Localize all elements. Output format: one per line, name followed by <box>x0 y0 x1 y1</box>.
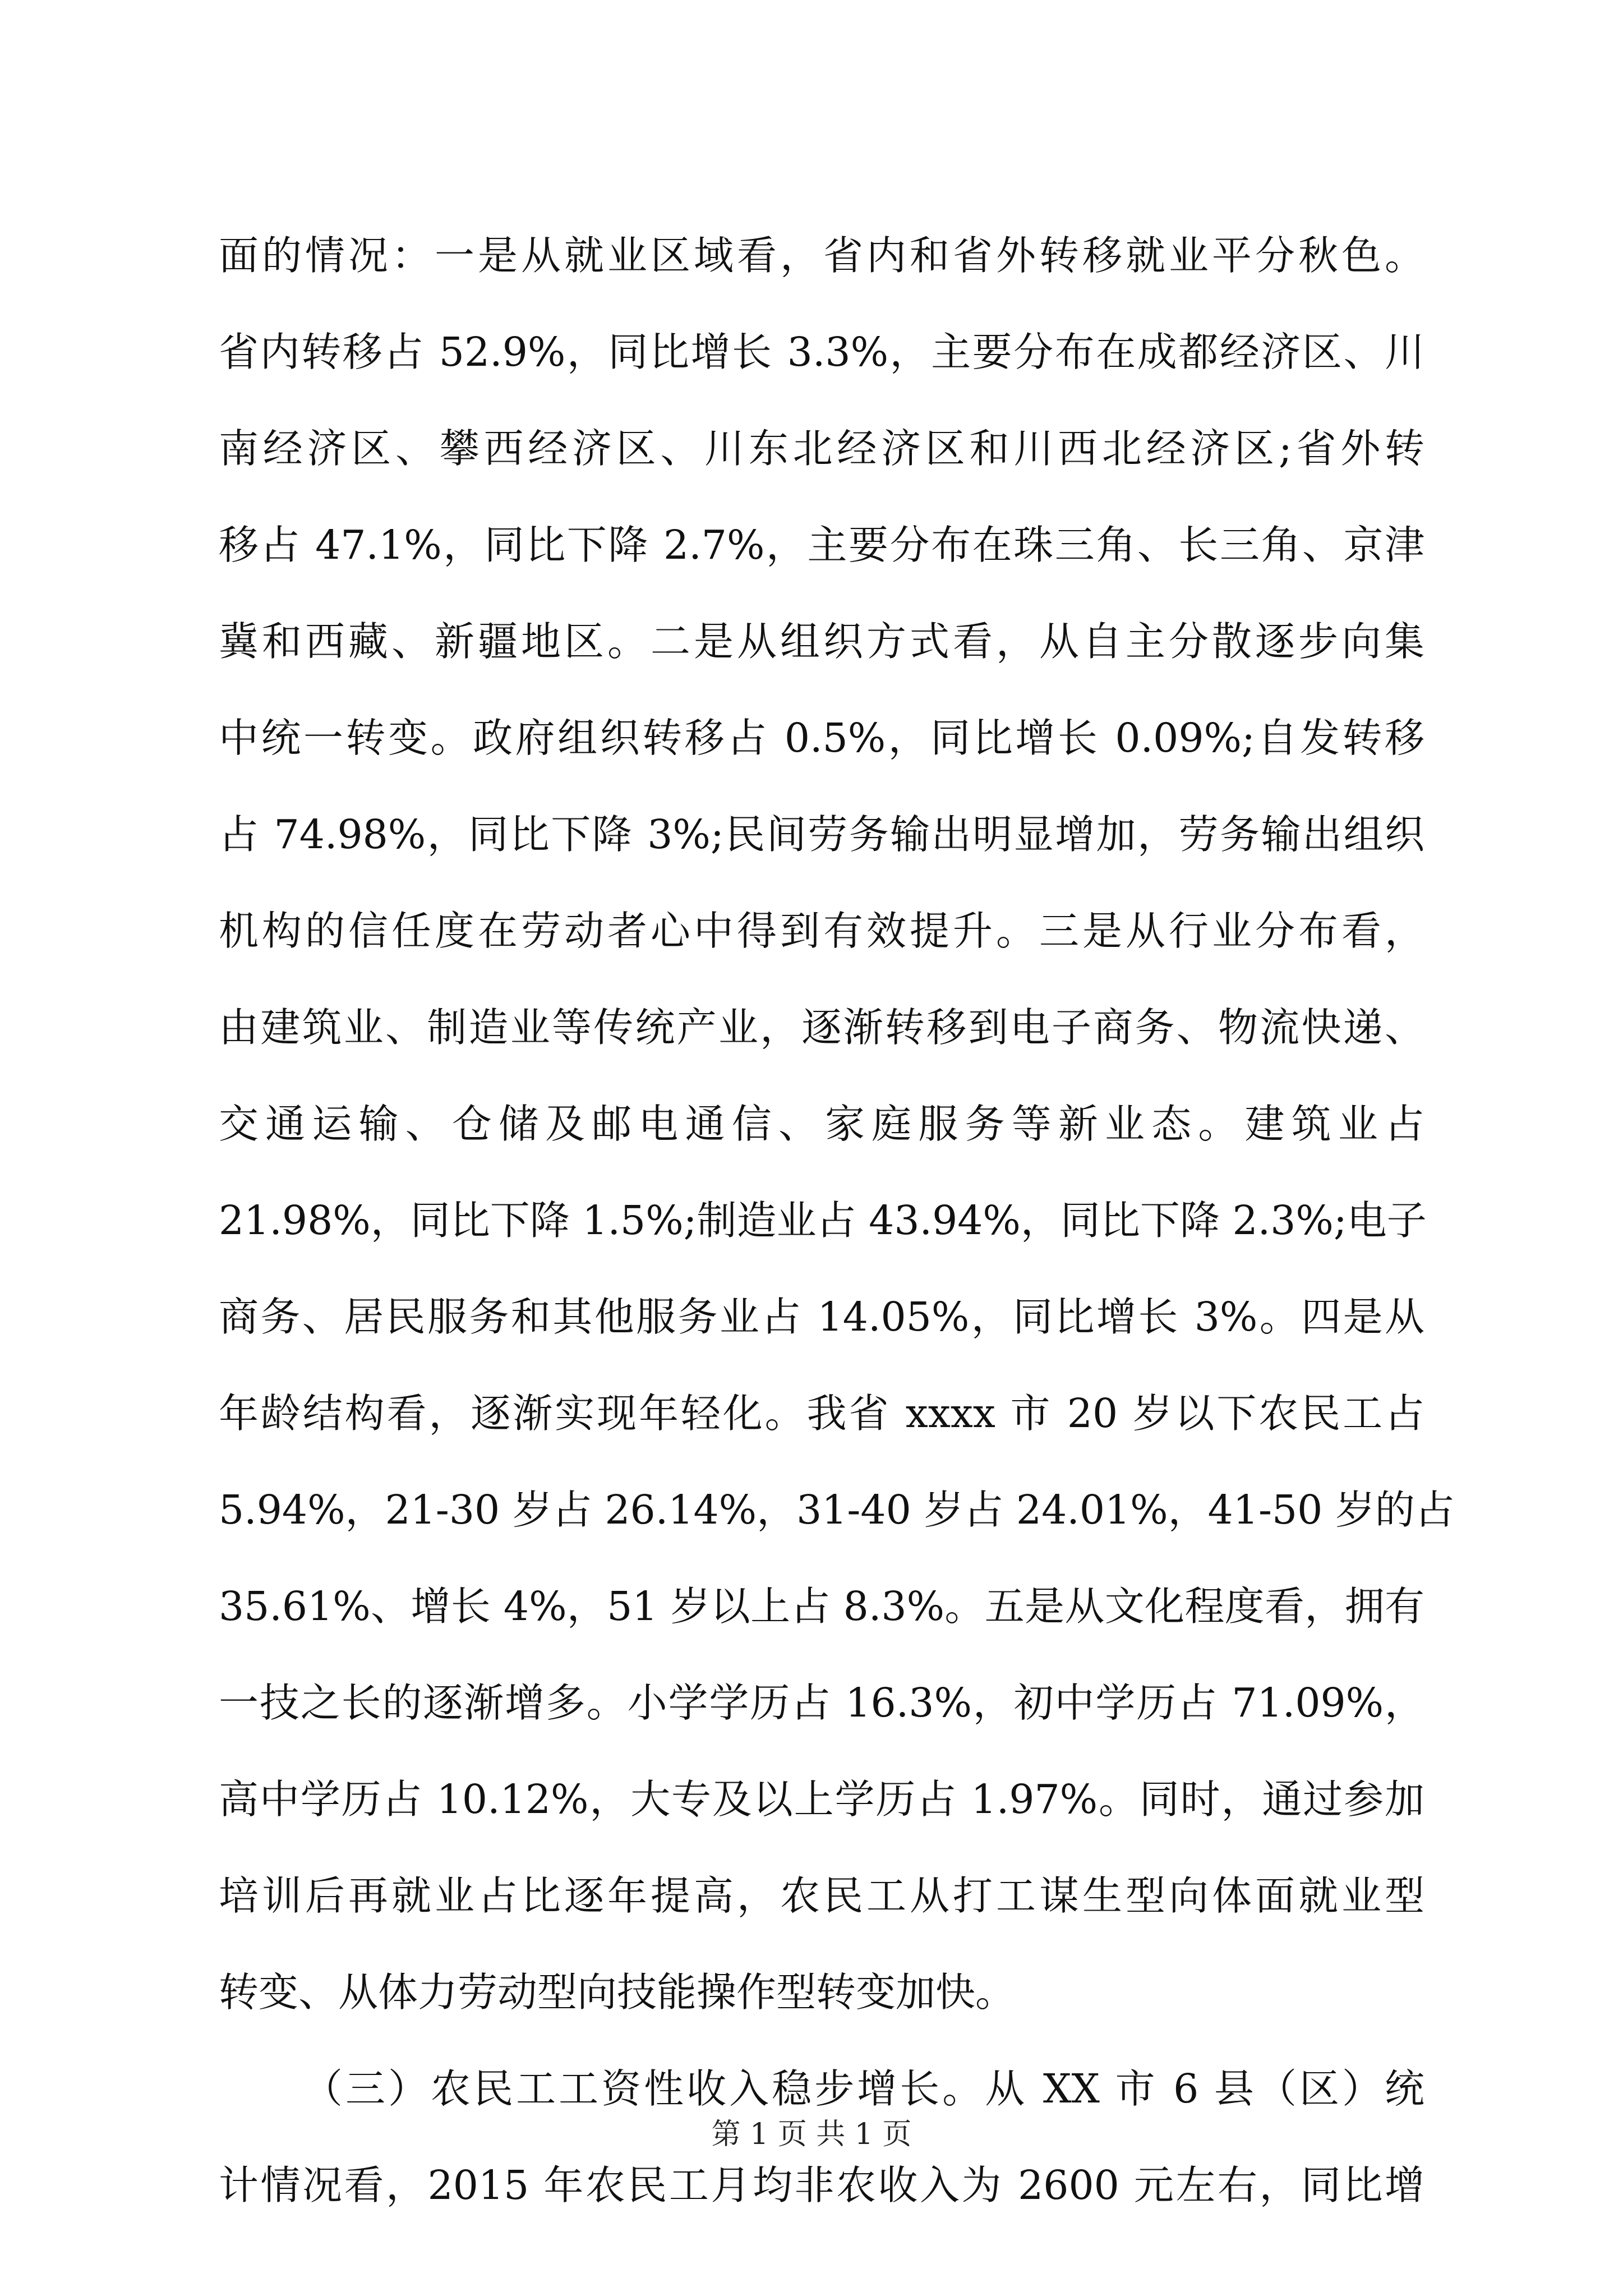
text-line: 高中学历占 10.12%，大专及以上学历占 1.97%。同时，通过参加 <box>219 1776 1424 1823</box>
paragraph-1 <box>219 208 1455 2041</box>
text-line: 南经济区、攀西经济区、川东北经济区和川西北经济区;省外转 <box>219 425 1424 472</box>
text-line: 转变、从体力劳动型向技能操作型转变加快。 <box>219 1969 1016 2016</box>
text-line: 占 74.98%，同比下降 3%;民间劳务输出明显增加，劳务输出组织 <box>219 811 1424 858</box>
text-line: 计情况看，2015 年农民工月均非农收入为 2600 元左右，同比增 <box>219 2162 1424 2208</box>
text-line: 5.94%，21-30 岁占 26.14%，31-40 岁占 24.01%，41-50 岁的占 <box>219 1487 1455 1533</box>
text-line: 面的情况：一是从就业区域看，省内和省外转移就业平分秋色。 <box>219 232 1424 279</box>
text-line: 21.98%，同比下降 1.5%;制造业占 43.94%，同比下降 2.3%;电子 <box>219 1197 1427 1244</box>
text-line: 交通运输、仓储及邮电通信、家庭服务等新业态。建筑业占 <box>219 1101 1424 1147</box>
text-line: （三）农民工工资性收入稳步增长。从 XX 市 6 县（区）统 <box>303 2065 1424 2112</box>
text-line: 由建筑业、制造业等传统产业，逐渐转移到电子商务、物流快递、 <box>219 1004 1424 1051</box>
text-line: 冀和西藏、新疆地区。二是从组织方式看，从自主分散逐步向集 <box>219 618 1424 665</box>
text-line: 机构的信任度在劳动者心中得到有效提升。三是从行业分布看， <box>219 908 1424 954</box>
text-line: 35.61%、增长 4%，51 岁以上占 8.3%。五是从文化程度看，拥有 <box>219 1583 1424 1630</box>
text-line: 一技之长的逐渐增多。小学学历占 16.3%，初中学历占 71.09%， <box>219 1680 1424 1726</box>
text-line: 省内转移占 52.9%，同比增长 3.3%，主要分布在成都经济区、川 <box>219 329 1424 375</box>
text-line: 培训后再就业占比逐年提高，农民工从打工谋生型向体面就业型 <box>219 1872 1424 1919</box>
text-line: 移占 47.1%，同比下降 2.7%，主要分布在珠三角、长三角、京津 <box>219 522 1424 568</box>
text-line: 年龄结构看，逐渐实现年轻化。我省 xxxx 市 20 岁以下农民工占 <box>219 1390 1424 1437</box>
body-text <box>219 208 1455 2234</box>
page-number-footer: 第 1 页 共 1 页 <box>711 2118 912 2151</box>
text-line: 中统一转变。政府组织转移占 0.5%，同比增长 0.09%;自发转移 <box>219 715 1424 761</box>
text-line: 商务、居民服务和其他服务业占 14.05%，同比增长 3%。四是从 <box>219 1294 1424 1340</box>
